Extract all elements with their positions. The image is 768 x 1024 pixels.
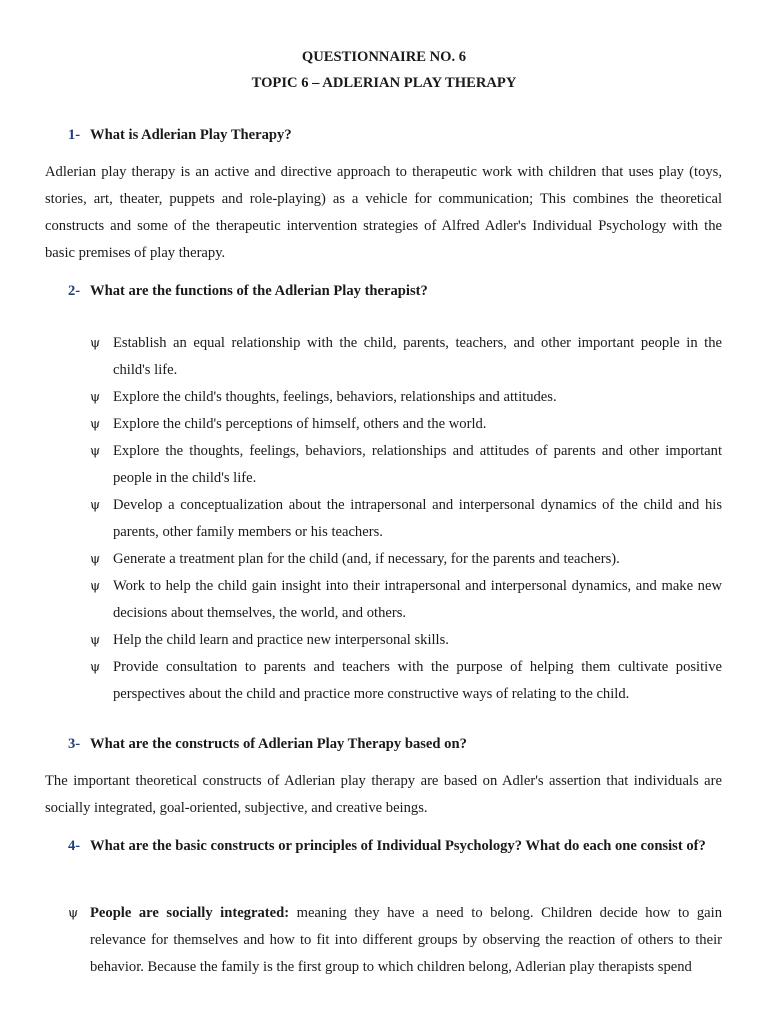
psi-bullet-icon: ψ xyxy=(90,336,101,351)
question-2 xyxy=(68,278,723,305)
list-item: ψ Establish an equal relationship with the child, parents, teachers, and other important people in the child's life. xyxy=(90,330,722,384)
answer-1: Adlerian play therapy is an active and directive approach to therapeutic work with children that uses play (toys, stories, art, theater, puppets and role-playing) as a vehicle for communication; This combines the theoretical constructs and some of the therapeutic intervention strategies of Alfred Adler's Individual Psychology with the basic premises of play therapy. xyxy=(45,164,722,261)
list-item: ψ Develop a conceptualization about the intrapersonal and interpersonal dynamics of the child and his parents, other family members or his teachers. xyxy=(90,492,722,546)
psi-bullet-icon: ψ xyxy=(90,660,101,675)
question-number: 2- xyxy=(68,283,81,299)
question-4 xyxy=(68,833,723,860)
document-subtitle: TOPIC 6 – ADLERIAN PLAY THERAPY xyxy=(251,75,517,91)
psi-bullet-icon: ψ xyxy=(90,579,101,594)
psi-bullet-icon: ψ xyxy=(68,906,79,921)
list-item: ψ Help the child learn and practice new interpersonal skills. xyxy=(90,627,722,654)
question-text: What are the functions of the Adlerian Play therapist? xyxy=(90,283,428,299)
psi-bullet-icon: ψ xyxy=(90,633,101,648)
list-item: ψ Provide consultation to parents and teachers with the purpose of helping them cultivate positive perspectives about the child and practice more constructive ways of relating to the child. xyxy=(90,654,722,708)
question-3 xyxy=(68,731,723,758)
list-item: ψ Explore the thoughts, feelings, behaviors, relationships and attitudes of parents and other important people in the child's life. xyxy=(90,438,722,492)
answer-3: The important theoretical constructs of Adlerian play therapy are based on Adler's assertion that individuals are socially integrated, goal-oriented, subjective, and creative beings. xyxy=(45,773,722,816)
principle-text: meaning they have a need to belong. Children decide how to gain relevance for themselves and how to fit into different groups by observing the reaction of others to their behavior. Because the family is the first group to which children belong, Adlerian play therapists spend xyxy=(90,905,723,975)
psi-bullet-icon: ψ xyxy=(90,444,101,459)
question-number: 3- xyxy=(68,736,81,752)
list-item: ψ Explore the child's perceptions of himself, others and the world. xyxy=(90,411,722,438)
question-text: What is Adlerian Play Therapy? xyxy=(90,127,292,143)
question-text: What are the constructs of Adlerian Play Therapy based on? xyxy=(90,736,467,752)
psi-bullet-icon: ψ xyxy=(90,417,101,432)
list-item: ψ Generate a treatment plan for the child (and, if necessary, for the parents and teachers). xyxy=(90,546,722,573)
psi-bullet-icon: ψ xyxy=(90,390,101,405)
question-number: 1- xyxy=(68,127,81,143)
question-1 xyxy=(68,122,723,149)
therapist-functions-list xyxy=(90,330,722,708)
question-number: 4- xyxy=(68,838,81,854)
question-text: What are the basic constructs or principles of Individual Psychology? What do each one consist of? xyxy=(90,838,706,854)
principle-label: People are socially integrated: xyxy=(90,905,290,921)
list-item: ψ Explore the child's thoughts, feelings, behaviors, relationships and attitudes. xyxy=(90,384,722,411)
principle-socially-integrated xyxy=(68,900,722,981)
psi-bullet-icon: ψ xyxy=(90,498,101,513)
list-item: ψ Work to help the child gain insight into their intrapersonal and interpersonal dynamics, and make new decisions about themselves, the world, and others. xyxy=(90,573,722,627)
document-title: QUESTIONNAIRE NO. 6 xyxy=(301,49,467,65)
psi-bullet-icon: ψ xyxy=(90,552,101,567)
